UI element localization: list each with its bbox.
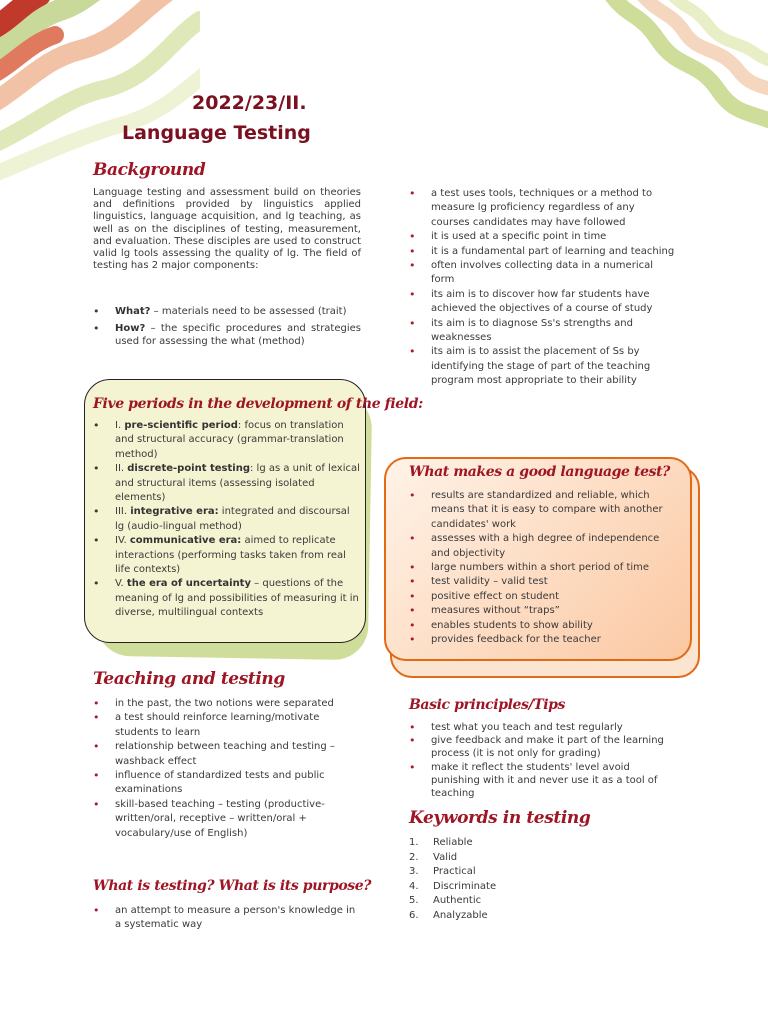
list-item: • a test uses tools, techniques or a method to measure lg proficiency regardless of any courses candidates may have followed: [409, 187, 675, 230]
list-item: • a test should reinforce learning/motivate students to learn: [93, 711, 361, 740]
keyword-item: 1. Reliable: [409, 837, 473, 848]
list-item: • give feedback and make it part of the learning process (it is not only for grading): [409, 734, 675, 760]
list-item: • an attempt to measure a person's knowledge in a systematic way: [93, 904, 361, 933]
keywords-list: [409, 836, 609, 923]
keyword-item: 5. Authentic: [409, 895, 482, 906]
list-item: • relationship between teaching and testing – washback effect: [93, 740, 361, 769]
five-periods-heading: Five periods in the development of the field:: [93, 396, 423, 412]
list-item: • its aim is to diagnose Ss's strengths and weaknesses: [409, 317, 675, 346]
keyword-item: 2. Valid: [409, 851, 458, 863]
list-item: • I. pre-scientific period: focus on translation and structural accuracy (grammar-translation method): [93, 419, 361, 462]
background-heading: Background: [93, 160, 206, 180]
list-item: • positive effect on student: [409, 590, 675, 604]
title-text: Language Testing: [122, 122, 311, 144]
page-title: [122, 88, 311, 148]
keywords-heading: Keywords in testing: [409, 808, 591, 828]
list-item: • influence of standardized tests and public examinations: [93, 769, 361, 798]
list-item: • What? – materials need to be assessed (trait): [93, 306, 361, 318]
list-item: • measures without “traps”: [409, 604, 675, 618]
list-item: • in the past, the two notions were separated: [93, 697, 361, 711]
title-code: 2022/23/II.: [192, 92, 307, 114]
list-item: • provides feedback for the teacher: [409, 633, 675, 647]
list-item: • V. the era of uncertainty – questions of the meaning of lg and possibilities of measuring it in diverse, multilingual contexts: [93, 577, 361, 620]
teaching-testing-heading: Teaching and testing: [93, 669, 285, 689]
list-item: • III. integrative era: integrated and discoursal lg (audio-lingual method): [93, 505, 361, 534]
what-is-testing-list: [93, 904, 361, 933]
test-definition-list: [409, 187, 675, 389]
principles-heading: Basic principles/Tips: [409, 697, 566, 713]
list-item: • often involves collecting data in a numerical form: [409, 259, 675, 288]
list-item: • II. discrete-point testing: lg as a unit of lexical and structural items (assessing isolated elements): [93, 462, 361, 505]
list-item: • How? – the specific procedures and strategies used for assessing the what (method): [93, 323, 361, 348]
good-test-list: [409, 489, 675, 647]
list-item: • assesses with a high degree of independence and objectivity: [409, 532, 675, 561]
list-item: • results are standardized and reliable, which means that it is easy to compare with another candidates' work: [409, 489, 675, 532]
what-is-testing-heading: What is testing? What is its purpose?: [93, 878, 372, 894]
decorative-waves-right: [598, 0, 768, 170]
list-item: • its aim is to assist the placement of Ss by identifying the stage of part of the teaching program most appropriate to their ability: [409, 345, 675, 388]
list-item: • IV. communicative era: aimed to replicate interactions (performing tasks taken from real life contexts): [93, 534, 361, 577]
background-paragraph: Language testing and assessment build on theories and definitions provided by linguistics applied linguistics, language acquisition, and lg teaching, as well as on the disciplines of testing, measurement, and evaluation. These disciples are used to construct valid lg tools assessing the quality of lg. The field of testing has 2 major components:: [93, 187, 361, 272]
list-item: • skill-based teaching – testing (productive-written/oral, receptive – written/oral + vocabulary/use of English): [93, 798, 361, 841]
teaching-testing-list: [93, 697, 361, 841]
principles-list: [409, 721, 675, 800]
list-item: • its aim is to discover how far students have achieved the objectives of a course of study: [409, 288, 675, 317]
five-periods-list: [93, 419, 361, 621]
list-item: • it is a fundamental part of learning and teaching: [409, 245, 675, 259]
list-item: • enables students to show ability: [409, 619, 675, 633]
keyword-item: 6. Analyzable: [409, 909, 488, 921]
list-item: • test validity – valid test: [409, 575, 675, 589]
list-item: • test what you teach and test regularly: [409, 721, 675, 734]
keyword-item: 3. Practical: [409, 866, 476, 877]
list-item: • large numbers within a short period of time: [409, 561, 675, 575]
list-item: • make it reflect the students' level avoid punishing with it and never use it as a tool of teaching: [409, 761, 675, 801]
components-list: [93, 306, 361, 348]
list-item: • it is used at a specific point in time: [409, 230, 675, 244]
good-test-heading: What makes a good language test?: [409, 464, 670, 480]
keyword-item: 4. Discriminate: [409, 880, 497, 892]
